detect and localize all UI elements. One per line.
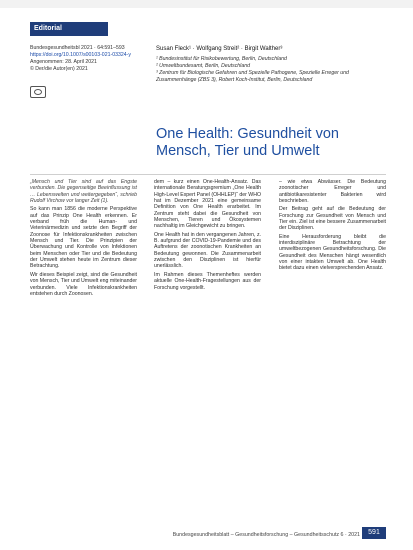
body-paragraph: „Mensch und Tier sind auf das Engste verbunden. Die gegenseitige Beeinflussung ist … Lebenswelten und weitergegeben“, schrieb Rudolf Virchow vor langer Zeit (1). <box>30 179 137 205</box>
body-paragraph: So kann man 1856 die moderne Perspektive auf das Prinzip One Health erkennen. Er verband früh die Human- und Veterinärmedizin und setzte den Begriff der Zoonose für Infektionskrankheiten zwischen Mensch und Tier. Die Prinzipien der Überwachung und Kontrolle von Infektionen beim Menschen oder Tier und die Bedeutung der Umwelt stehen heute im Zentrum dieser Betrachtung. <box>30 206 137 270</box>
doi-link[interactable]: https://doi.org/10.1007/s00103-021-03324-y <box>30 52 131 58</box>
copyright: © Der/die Autor(en) 2021 <box>30 66 88 72</box>
body-paragraph: dem – kurz einen One-Health-Ansatz. Das internationale Beratungsgremium „One Health High-Level Expert Panel (OHHLEP)“ der WHO hat im Dezember 2021 eine gemeinsame Definition von One Health erarbeitet. Im Zentrum steht dabei die Gesundheit von Menschen, Tieren und Ökosystemen nachhaltig im Gleichgewicht zu bringen. <box>154 179 261 230</box>
body-paragraph: Im Rahmen dieses Themenheftes werden aktuelle One-Health-Fragestellungen aus der Forschung vorgestellt. <box>154 271 261 291</box>
section-tag: Editorial <box>30 22 108 36</box>
body-column-3 <box>279 179 386 274</box>
affiliation-2: ² Umweltbundesamt, Berlin, Deutschland <box>156 63 250 69</box>
received-date: Angenommen: 28. April 2021 <box>30 59 97 65</box>
divider <box>30 174 386 175</box>
authors: Susan Fleck¹ · Wolfgang Streit² · Birgit Walther³ <box>156 46 283 52</box>
body-column-1 <box>30 179 137 299</box>
page-number: 591 <box>362 527 386 539</box>
article-meta <box>30 45 146 73</box>
body-paragraph: One Health hat in den vergangenen Jahren, z. B. aufgrund der COVID-19-Pandemie und des Auftretens der zoonotischen Krankheiten an Bedeutung gewonnen. Die Zusammenarbeit zwischen den Disziplinen ist hierfür unerlässlich. <box>154 231 261 270</box>
open-access-icon <box>30 86 46 98</box>
journal-citation: Bundesgesundheitsbl 2021 · 64:591–593 <box>30 45 125 51</box>
journal-footer: Bundesgesundheitsblatt – Gesundheitsforschung – Gesundheitsschutz 6 · 2021 <box>172 532 360 538</box>
body-paragraph: Eine Herausforderung bleibt die interdisziplinäre Betrachtung der umweltbezogenen Gesundheitsforschung. Die Gesundheit des Menschen hängt wesentlich von einer intakten Umwelt ab. One Health bietet dazu einen vielversprechenden Ansatz. <box>279 233 386 272</box>
body-paragraph: Der Beitrag geht auf die Bedeutung der Forschung zur Gesundheit von Mensch und Tier ein. Ziel ist eine bessere Zusammenarbeit der Disziplinen. <box>279 206 386 232</box>
body-paragraph: Wir dieses Beispiel zeigt, sind die Gesundheit von Mensch, Tier und Umwelt eng miteinander verbunden. Viele Infektionskrankheiten entstehen durch Zoonosen. <box>30 271 137 297</box>
body-column-2 <box>154 179 261 293</box>
affiliation-3: ³ Zentrum für Biologische Gefahren und Spezielle Pathogene, Spezielle Erreger und Zusammenhänge (ZBS 3), Robert Koch-Institut, Berlin, Deutschland <box>156 70 349 83</box>
article-title: One Health: Gesundheit von Mensch, Tier und Umwelt <box>156 126 339 159</box>
affiliation-1: ¹ Bundesinstitut für Risikobewertung, Berlin, Deutschland <box>156 56 287 62</box>
body-paragraph: – wie etwa Abwässer. Die Bedeutung zoonotischer Erreger und antibiotikaresistenter Bakterien wird beschrieben. <box>279 179 386 205</box>
affiliations <box>156 56 386 84</box>
top-bar <box>0 0 413 8</box>
